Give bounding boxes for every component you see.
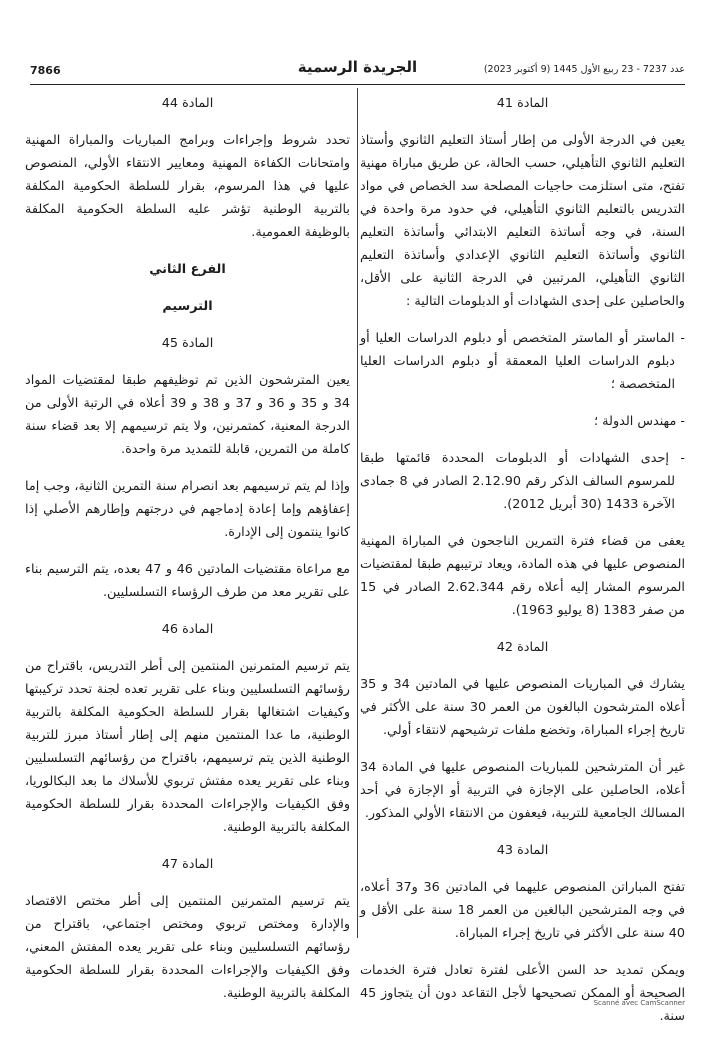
scanner-note: Scanné avec CamScanner xyxy=(593,999,685,1007)
article-45-paragraph-2: وإذا لم يتم ترسيمهم بعد انصرام سنة التمرين الثانية، وجب إما إعفاؤهم وإما إعادة إدماجهم في درجتهم وإطارهم الأصلي إذا كانوا ينتمون إلى الإدارة. xyxy=(25,479,350,540)
article-47-paragraph: يتم ترسيم المتمرنين المنتمين إلى أطر مختص الاقتصاد والإدارة ومختص تربوي ومختص اجتماعي، باقتراح من رؤسائهم التسلسليين وبناء على تقرير يعده المفتش المعني، وفق الكيفيات والإجراءات المحددة بقرار للسلطة الحكومية المكلفة بالتربية الوطنية. xyxy=(25,894,350,1001)
article-41-paragraph-2: يعفى من قضاء فترة التمرين الناجحون في المباراة المهنية المنصوص عليها في هذه المادة، ويعاد ترتيبهم طبقا لمقتضيات المرسوم المشار إليه أعلاه رقم 2.62.344 الصادر في 15 من صفر 1383 (8 يوليو 1963). xyxy=(360,534,685,618)
article-44-paragraph: تحدد شروط وإجراءات وبرامج المباريات والمباراة المهنية وامتحانات الكفاءة المهنية ومعايير الانتقاء الأولي، المنصوص عليها في هذا المرسوم، بقرار للسلطة الحكومية المكلفة بالتربية الوطنية تؤشر عليه السلطة الحكومية المكلفة بالوظيفة العمومية. xyxy=(25,133,350,240)
article-46-title: المادة 46 xyxy=(161,622,214,637)
article-45-paragraph-3: مع مراعاة مقتضيات المادتين 46 و 47 بعده، يتم الترسيم بناء على تقرير معد من طرف الرؤساء التسلسليين. xyxy=(25,562,350,600)
journal-title: الجريدة الرسمية xyxy=(297,58,418,76)
article-41-item-3: - إحدى الشهادات أو الدبلومات المحددة قائمتها طبقا للمرسوم السالف الذكر رقم 2.12.90 الصادر في 8 جمادى الآخرة 1433 (30 أبريل 2012). xyxy=(360,451,685,512)
article-41-item-2: - مهندس الدولة ؛ xyxy=(594,414,685,429)
branch-title: الفرع الثاني xyxy=(149,262,226,277)
article-45-title: المادة 45 xyxy=(161,336,214,351)
article-41-item-1: - الماستر أو الماستر المتخصص أو دبلوم الدراسات العليا أو دبلوم الدراسات العليا المعمقة أو دبلوم الدراسات العليا المتخصصة ؛ xyxy=(360,331,685,392)
issue-info: عدد 7237 - 23 ربيع الأول 1445 (9 أكتوبر 2023) xyxy=(483,64,685,75)
article-45-paragraph-1: يعين المترشحون الذين تم توظيفهم طبقا لمقتضيات المواد 34 و 35 و 36 و 37 و 38 و 39 أعلاه في الرتبة الأولى من الدرجة المعنية، كمتمرنين، ولا يتم ترسيمهم إلا بعد قضاء سنة كاملة من التمرين، قابلة للتمديد مرة واحدة. xyxy=(25,373,351,457)
page-header xyxy=(30,58,685,82)
article-42-title: المادة 42 xyxy=(496,640,549,655)
column-divider xyxy=(357,88,358,938)
article-41-paragraph: يعين في الدرجة الأولى من إطار أستاذ التعليم الثانوي وأستاذ التعليم الثانوي التأهيلي، حسب الحالة، عن طريق مباراة مهنية تفتح، متى استلزمت حاجيات المصلحة سد الخصاص في مواد التدريس بالتعليم الثانوي التأهيلي، في حدود مرة واحدة في السنة، في وجه أساتذة التعليم الابتدائي وأساتذة التعليم الثانوي وأساتذة التعليم الثانوي الإعدادي وأساتذة التعليم الثانوي التأهيلي، المرتبين في الدرجة الثانية على الأقل، والحاصلين على إحدى الشهادات أو الدبلومات التالية : xyxy=(360,133,685,309)
article-42-paragraph-1: يشارك في المباريات المنصوص عليها في المادتين 34 و 35 أعلاه المترشحون البالغون من العمر 30 سنة على الأكثر في تاريخ إجراء المباراة، وتخضع ملفات ترشيحهم لانتقاء أولي. xyxy=(360,677,685,738)
article-43-title: المادة 43 xyxy=(496,843,549,858)
page-number: 7866 xyxy=(30,64,61,77)
article-46-paragraph: يتم ترسيم المتمرنين المنتمين إلى أطر التدريس، باقتراح من رؤسائهم التسلسليين وبناء على تقرير تعده لجنة تحدد تركيبتها وكيفيات اشتغالها بقرار للسلطة الحكومية المكلفة بالتربية الوطنية، ما عدا المنتمين منهم إلى إطار أستاذ مبرز للتربية الوطنية الذين يتم ترسيمهم، باقتراح من رؤسائهم التسلسليين وبناء على تقرير يعده مفتش تربوي للأسلاك ما بعد البكالوريا، وفق الكيفيات والإجراءات المحددة بقرار للسلطة الحكومية المكلفة بالتربية الوطنية. xyxy=(25,659,350,835)
right-column xyxy=(360,92,685,1042)
article-41-title: المادة 41 xyxy=(496,96,549,111)
article-42-paragraph-2: غير أن المترشحين للمباريات المنصوص عليها في المادة 34 أعلاه، الحاصلين على الإجازة في التربية أو الإجازة في أحد المسالك الجامعية للتربية، فيعفون من الانتقاء الأولي المذكور. xyxy=(360,760,685,821)
article-43-paragraph-2: ويمكن تمديد حد السن الأعلى لفترة تعادل فترة الخدمات الصحيحة أو الممكن تصحيحها لأجل التقاعد دون أن يتجاوز 45 سنة. xyxy=(360,963,685,1024)
header-rule xyxy=(30,84,685,85)
article-43-paragraph-1: تفتح المباراتن المنصوص عليهما في المادتين 36 و37 أعلاه، في وجه المترشحين البالغين من العمر 18 سنة على الأقل و 40 سنة على الأكثر في تاريخ إجراء المباراة. xyxy=(360,880,686,941)
left-column xyxy=(25,92,350,1019)
article-44-title: المادة 44 xyxy=(161,96,214,111)
section-title: الترسيم xyxy=(162,299,213,314)
article-47-title: المادة 47 xyxy=(161,857,214,872)
